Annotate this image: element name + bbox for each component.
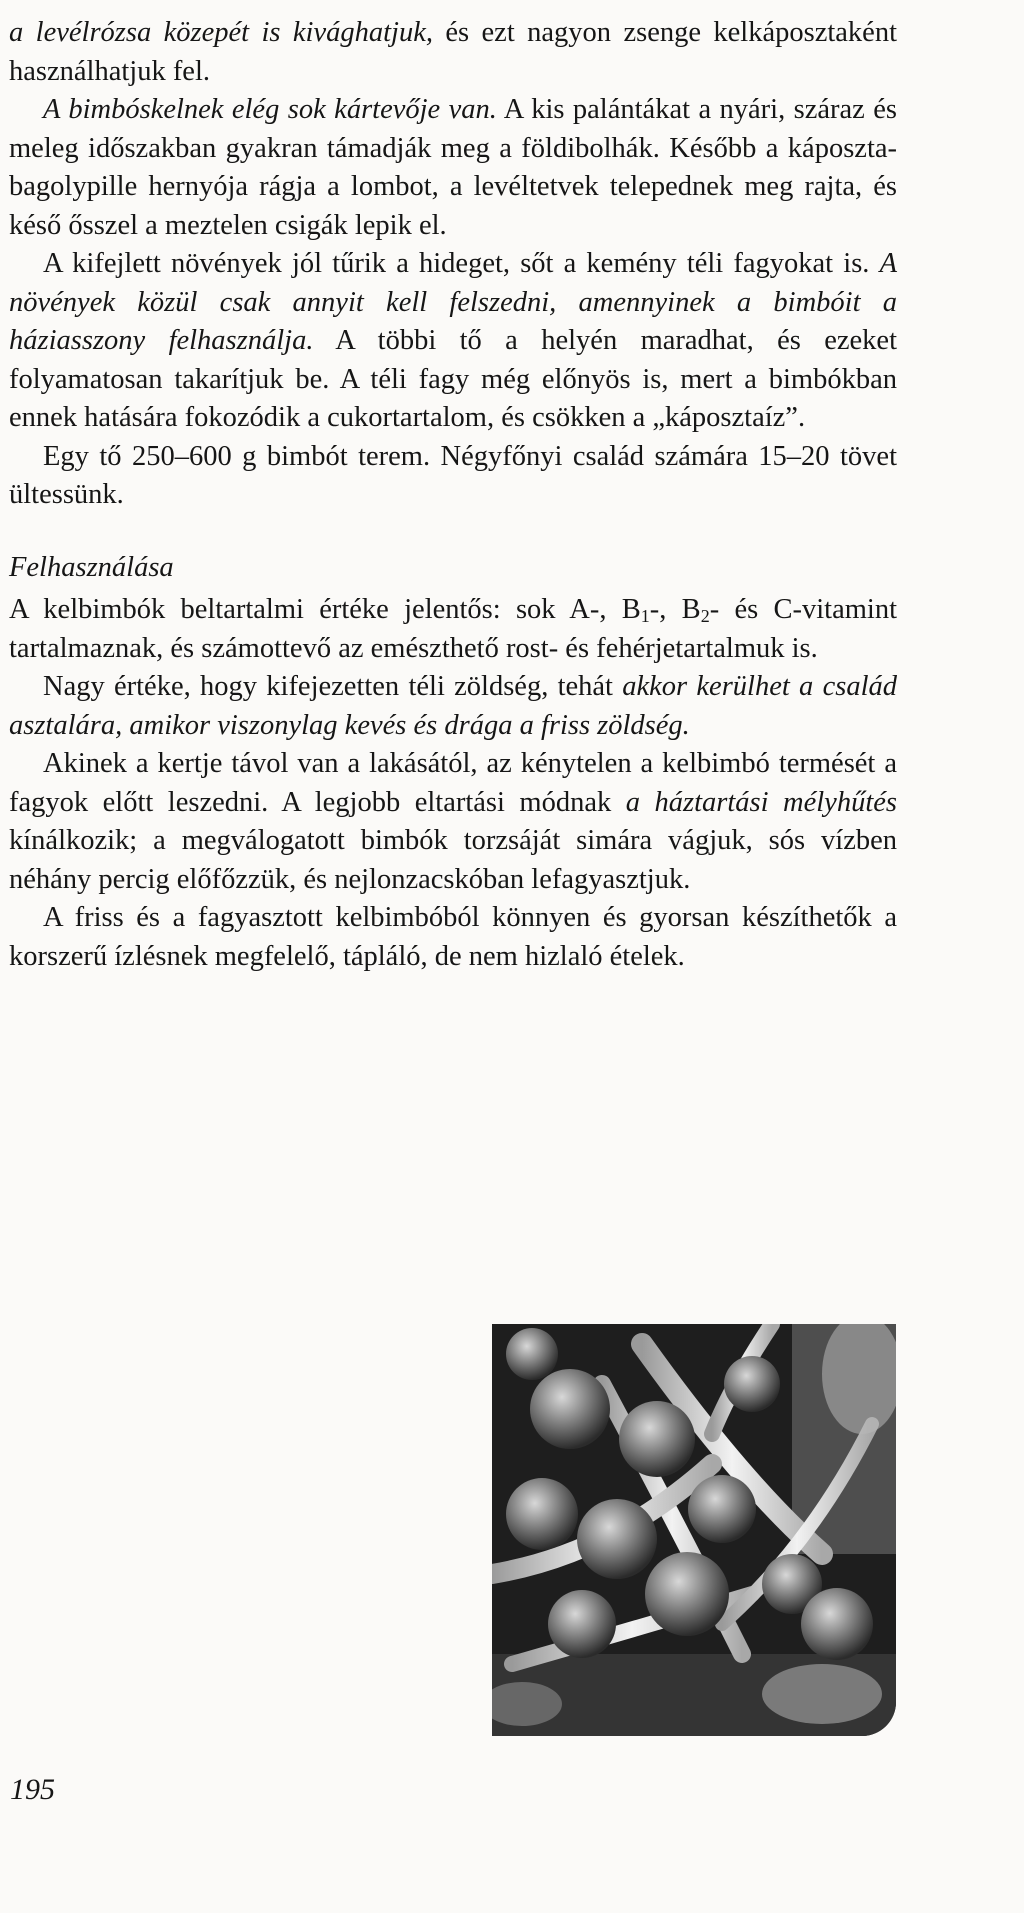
italic-phrase: A bimbóskelnek elég sok kártevője van. [43,94,497,125]
paragraph-1 [9,14,897,91]
text-run: A friss és a fagyasztott kelbimbóból könnyen és gyorsan készíthetők a korszerű ízlésnek megfelelő, tápláló, de nem hizlaló ételek. [9,902,897,972]
paragraph-5 [9,591,897,668]
text-run: A többi tő a helyén maradhat, és ezeket folyamatosan takarítjuk be. A téli fagy még előnyös is, mert a bimbókban ennek hatására fokozódik a cukortartalom, és csökken a „káposztaíz”. [9,325,898,433]
brussels-sprouts-photo [492,1324,896,1736]
italic-phrase: a levélrózsa közepét is kivághatjuk, [9,17,433,48]
italic-phrase: a háztartási mélyhűtés [625,786,897,818]
text-run: A kelbimbók beltartalmi értéke jelentős: sok A-, B [9,594,641,625]
text-run: Nagy értéke, hogy kifejezetten téli zöldség, tehát [43,671,623,702]
page-number: 195 [10,1773,55,1806]
italic-phrase: A növények közül csak annyit kell felszedni, amennyinek a bimbóit a háziasszony felhasználja. [9,248,897,356]
text-run: - és C-vitamint tartalmaznak, és számottevő az emészthető rost- és fehérjetartalmuk is. [9,594,898,664]
paragraph-8 [9,899,897,976]
subscript: 2 [700,606,710,626]
text-run: Egy tő 250–600 g bimbót terem. Négyfőnyi család számára 15–20 tövet ültessünk. [9,440,897,510]
italic-phrase: akkor kerülhet a család asztalára, amikor viszonylag kevés és drága a friss zöldség. [9,671,897,741]
text-run: A kifejlett növények jól tűrik a hideget, sőt a kemény téli fagyokat is. [43,248,880,279]
section-heading: Felhasználása [9,551,174,583]
paragraph-2 [9,91,897,245]
paragraph-7 [9,745,897,899]
text-run: A kis palántákat a nyári, száraz és meleg időszakban gyakran támadják meg a földibolhák. Később a káposzta- bagolypille hernyója rágja a lombot, a levéltetvek telepednek meg rajta, és késő ősszel a meztelen csigák lepik el. [9,94,897,241]
text-run: Akinek a kertje távol van a lakásától, az kénytelen a kelbimbó termését a fagyok előtt leszedni. A legjobb eltartási módnak [9,748,897,818]
text-run: -, B [649,594,701,625]
paragraph-4 [9,438,897,515]
photo-illustration [492,1324,896,1736]
page-text [9,14,897,976]
text-run: kínálkozik; a megválogatott bimbók torzsáját simára vágjuk, sós vízben néhány percig előfőzzük, és nejlonzacskóban lefagyasztjuk. [9,825,897,895]
paragraph-3 [9,245,897,438]
subscript: 1 [640,606,650,626]
paragraph-6 [9,668,897,745]
text-run: és ezt nagyon zsenge kelkáposztaként használhatjuk fel. [9,17,897,87]
